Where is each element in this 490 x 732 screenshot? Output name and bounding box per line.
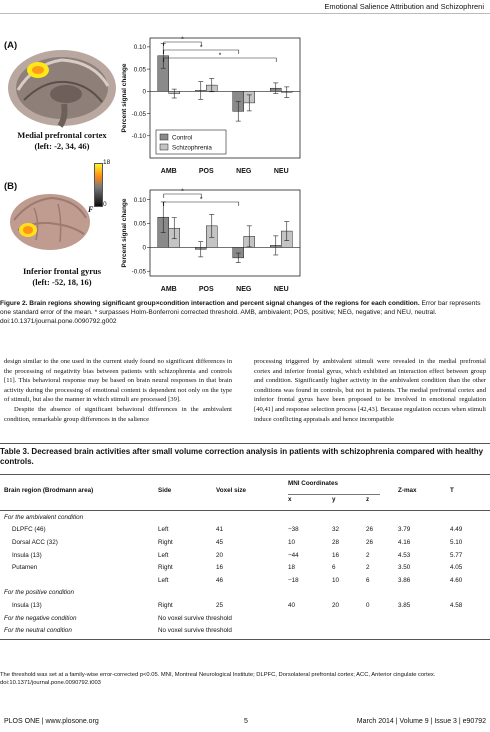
significance-star: *: [199, 44, 203, 52]
table-row: [4, 612, 488, 625]
table-cell: 41: [216, 526, 224, 534]
table-cell: For the neutral condition: [4, 627, 72, 635]
x-category-label: NEG: [236, 286, 252, 293]
x-category-label: POS: [198, 286, 214, 293]
table-cell: 25: [216, 601, 224, 609]
table-cell: Insula (13): [12, 601, 42, 609]
table-cell: 2: [366, 551, 370, 559]
table-cell: [4, 574, 158, 587]
table-cell: Left: [158, 576, 169, 584]
header-rule: [0, 13, 490, 14]
table-cell: 18: [288, 564, 296, 572]
y-tick-label: 0.10: [133, 44, 146, 52]
table-row: [4, 561, 488, 574]
table-cell: 16: [216, 564, 224, 572]
table-cell: 4.49: [450, 526, 463, 534]
table-cell: 6: [332, 564, 336, 572]
mpfc-brain-image: [4, 44, 120, 128]
table-cell: No voxel survive threshold: [158, 627, 232, 635]
table-cell: Right: [158, 601, 173, 609]
chart-b: [118, 182, 310, 298]
x-category-label: AMB: [160, 168, 177, 175]
table-cell: 32: [332, 526, 340, 534]
body-left-paragraph-1: design similar to the one used in the current study found no significant differences in the processing of negativity bias between patients with schizophrenia and controls [11]. This behavioral response may be based on brain neural responses in that brain activity during the processing of emotional content is dependent not only on the type of stimuli, but also the manner in which stimuli are processed [39].: [4, 358, 232, 404]
table-cell: Putamen: [12, 564, 38, 572]
x-category-label: POS: [198, 168, 214, 175]
table-cell: −44: [288, 551, 299, 559]
table3-footnote-text: The threshold was set at a family-wise error-corrected p<0.05. MNI, Montreal Neurological Institute; DLPFC, Dorsolateral prefrontal cortex; ACC, Anterior cingulate cortex.: [0, 672, 436, 678]
significance-star: *: [199, 196, 203, 204]
y-axis-label: Percent signal change: [121, 63, 128, 133]
figure-caption: [0, 300, 490, 326]
footer-issue: March 2014 | Volume 9 | Issue 3 | e90792: [356, 718, 486, 725]
figure-doi: doi:10.1371/journal.pone.0090792.g002: [0, 317, 117, 325]
panel-a-label: (A): [4, 40, 18, 51]
table-cell: Right: [158, 538, 173, 546]
table-cell: −38: [288, 526, 299, 534]
table-cell: For the ambivalent condition: [4, 513, 84, 521]
table-cell: 3.79: [398, 526, 411, 534]
table-cell: 4.60: [450, 576, 463, 584]
y-tick-label: 0: [142, 244, 146, 252]
y-tick-label: -0.05: [131, 110, 146, 118]
table-cell: 40: [288, 601, 296, 609]
table-bottom-rule: [0, 639, 490, 640]
body-right-column: [254, 357, 486, 424]
panel-b-region-caption: [0, 266, 124, 288]
chart-a: [118, 30, 310, 180]
significance-star: *: [218, 52, 222, 60]
y-tick-label: 0.10: [133, 196, 146, 204]
table-row: [4, 511, 488, 524]
table-top-rule: [0, 443, 490, 444]
x-category-label: NEG: [236, 168, 252, 175]
panel-a-region-caption: [0, 130, 124, 152]
table-cell: 5.77: [450, 551, 463, 559]
body-right-paragraph-1: processing triggered by ambivalent stimuli were revealed in the medial prefrontal cortex and inferior frontal gyrus, which exhibited an interaction effect between group and condition. Significantly higher activity in the ambivalent condition than the other conditions was found in controls, but not in patients. The medial prefrontal cortex and inferior frontal gyrus have been proposed to be involved in emotional regulation [40,41] and response selection process [42,43]. Because regulation occurs when stimuli induce conflicting appraisals and hence incompatible: [254, 358, 486, 423]
table-cell: DLPFC (46): [12, 526, 46, 534]
colorbar-max: 18: [103, 159, 111, 166]
table-cell: 10: [288, 538, 296, 546]
table-row: [4, 587, 488, 600]
table-cell: 28: [332, 538, 340, 546]
x-category-label: NEU: [273, 168, 289, 175]
legend-label-control: Control: [172, 134, 193, 142]
table-cell: 46: [216, 576, 224, 584]
table3-body: [4, 511, 488, 637]
x-category-label: NEU: [273, 286, 289, 293]
table-cell: 2: [366, 564, 370, 572]
panel-a-coords: (left: -2, 34, 46): [34, 141, 90, 151]
footer-page-number: 5: [244, 718, 248, 725]
f-colorbar: [94, 163, 103, 207]
table-cell: 4.58: [450, 601, 463, 609]
table-cell: 0: [366, 601, 370, 609]
table-cell: Right: [158, 564, 173, 572]
colorbar-label: F: [88, 205, 94, 214]
table-cell: 3.50: [398, 564, 411, 572]
figure-caption-title: Figure 2. Brain regions showing significant group×condition interaction and percent signal changes of the regions for each condition.: [0, 300, 420, 307]
table-cell: 3.86: [398, 576, 411, 584]
table-cell: 20: [332, 601, 340, 609]
col-side: Side: [158, 487, 172, 494]
colorbar-min: 0: [103, 201, 107, 208]
table-cell: Insula (13): [12, 551, 42, 559]
table3-title: Table 3. Decreased brain activities after small volume correction analysis in patients with schizophrenia compared with healthy controls.: [0, 447, 484, 466]
legend-label-schizophrenia: Schizophrenia: [172, 144, 212, 152]
panel-b-label: (B): [4, 181, 18, 192]
table-cell: 10: [332, 576, 340, 584]
table-cell: 26: [366, 538, 374, 546]
y-axis-label: Percent signal change: [121, 198, 128, 268]
table-cell: Left: [158, 551, 169, 559]
panel-a-region-name: Medial prefrontal cortex: [17, 130, 107, 140]
ifg-brain-image: [6, 190, 92, 256]
y-tick-label: -0.10: [131, 133, 146, 141]
col-t: T: [450, 487, 454, 494]
legend-swatch-schizophrenia: [160, 144, 168, 150]
table-cell: No voxel survive threshold: [158, 614, 232, 622]
table-cell: For the negative condition: [4, 614, 77, 622]
body-left-paragraph-2: Despite the absence of significant behavioral differences in the ambivalent condition, remarkable group differences in the salience: [4, 405, 232, 423]
col-x: x: [288, 496, 292, 503]
col-region: Brain region (Brodmann area): [4, 487, 94, 494]
figure-caption-body: Error bar represents one standard error of the mean. * surpasses Holm-Bonferroni corrected threshold. AMB, ambivalent; POS, positive; NEG, negative; and NEU, neutral.: [0, 300, 481, 316]
table-row: [4, 536, 488, 549]
table-row: [4, 624, 488, 637]
table-cell: 45: [216, 538, 224, 546]
table3-doi: doi:10.1371/journal.pone.0090792.t003: [0, 679, 101, 686]
significance-star: *: [181, 188, 184, 196]
panel-b-region-name: Inferior frontal gyrus: [22, 266, 102, 276]
table-cell: 20: [216, 551, 224, 559]
col-y: y: [332, 496, 336, 503]
table-cell: Dorsal ACC (32): [12, 538, 58, 546]
table-row: [4, 549, 488, 562]
table-cell: 16: [332, 551, 340, 559]
table-header-rule: [0, 474, 490, 475]
table-cell: Left: [158, 526, 169, 534]
col-zmax: Z-max: [398, 487, 417, 494]
table-cell: For the positive condition: [4, 589, 75, 597]
table-cell: 5.10: [450, 538, 463, 546]
footer-journal: PLOS ONE | www.plosone.org: [4, 718, 99, 725]
panel-b-coords: (left: -52, 18, 16): [32, 277, 92, 287]
table-cell: −18: [288, 576, 299, 584]
y-tick-label: -0.05: [131, 268, 146, 276]
legend-swatch-control: [160, 134, 168, 140]
col-z: z: [366, 496, 370, 503]
body-left-column: [4, 357, 232, 424]
y-tick-label: 0: [142, 88, 146, 96]
table-cell: 3.85: [398, 601, 411, 609]
col-mni: MNI Coordinates: [288, 480, 339, 487]
table3-header: [4, 478, 488, 508]
table-cell: 4.05: [450, 564, 463, 572]
y-tick-label: 0.05: [133, 66, 146, 74]
col-voxel: Voxel size: [216, 487, 246, 494]
table-cell: 4.16: [398, 538, 411, 546]
table-row: [4, 524, 488, 537]
table-cell: 6: [366, 576, 370, 584]
significance-star: *: [181, 36, 184, 44]
table3-footnote: [0, 672, 490, 687]
mni-rule: [288, 494, 380, 495]
table-cell: 4.53: [398, 551, 411, 559]
table-row: [4, 599, 488, 612]
running-header: Emotional Salience Attribution and Schizophreni: [324, 2, 484, 11]
table-cell: 26: [366, 526, 374, 534]
y-tick-label: 0.05: [133, 220, 146, 228]
x-category-label: AMB: [160, 286, 177, 293]
table-row: [4, 574, 488, 587]
